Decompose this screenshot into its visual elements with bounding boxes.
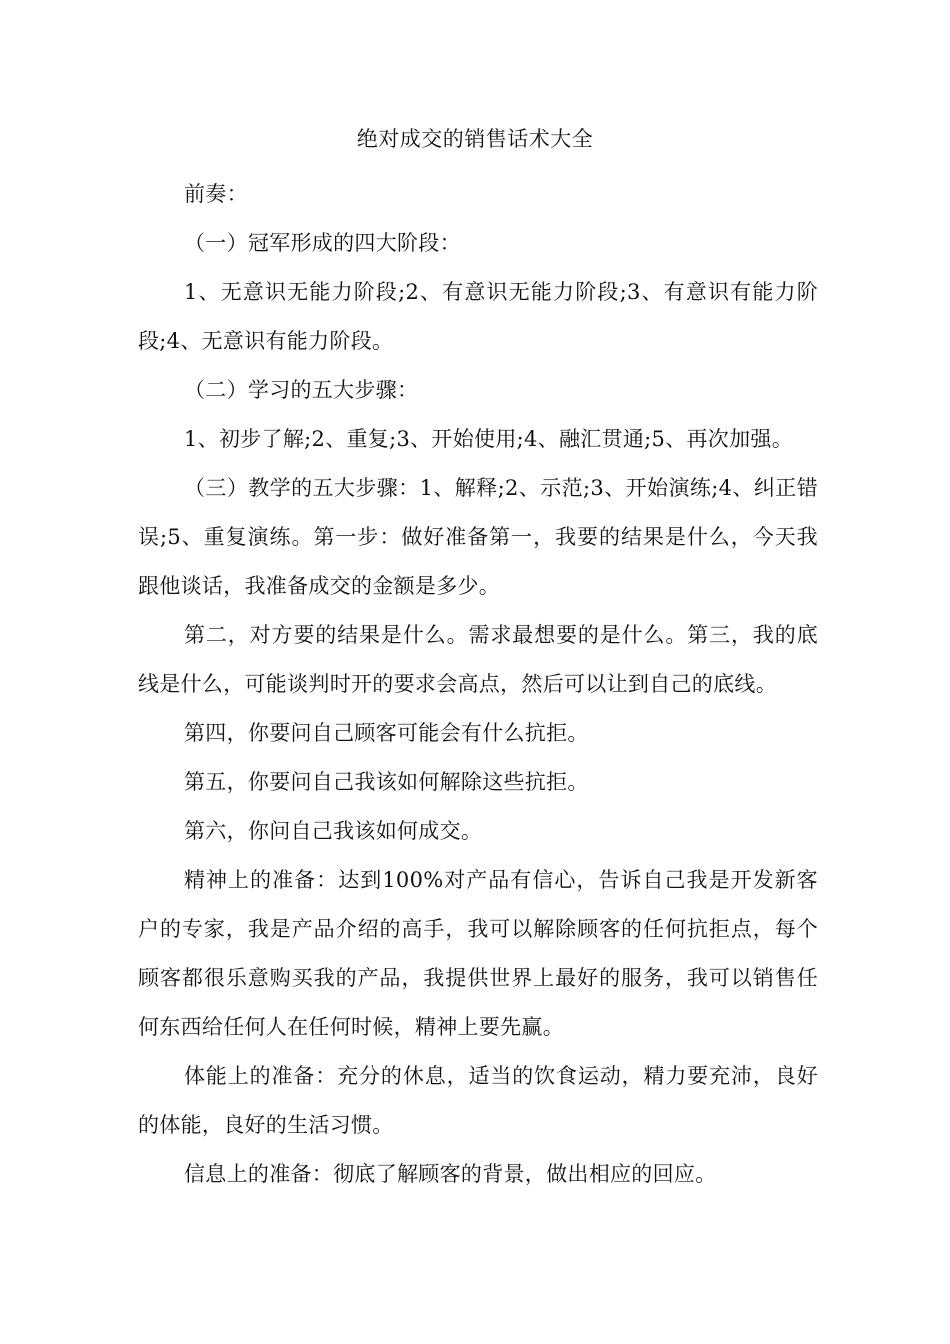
- paragraph-fifth: 第五，你要问自己我该如何解除这些抗拒。: [184, 770, 589, 794]
- paragraph-learning-steps: 1、初步了解;2、重复;3、开始使用;4、融汇贯通;5、再次加强。: [184, 427, 794, 451]
- document-title: 绝对成交的销售话术大全: [356, 127, 594, 151]
- paragraph-mental-preparation: 精神上的准备：达到100%对产品有信心，告诉自己我是开发新客户的专家，我是产品介绍的高手，我可以解除顾客的任何抗拒点，每个顾客都很乐意购买我的产品，我提供世界上最好的服务，我可以销售任何东西给任何人在任何时候，精神上要先赢。: [138, 868, 818, 1039]
- paragraph-second-third: 第二，对方要的结果是什么。需求最想要的是什么。第三，我的底线是什么，可能谈判时开的要求会高点，然后可以让到自己的底线。: [138, 623, 818, 696]
- paragraph-sixth: 第六，你问自己我该如何成交。: [184, 819, 483, 843]
- paragraph-fourth: 第四，你要问自己顾客可能会有什么抗拒。: [184, 721, 589, 745]
- paragraph-section-two-heading: （二）学习的五大步骤：: [184, 378, 419, 402]
- paragraph-champion-stages: 1、无意识无能力阶段;2、有意识无能力阶段;3、有意识有能力阶段;4、无意识有能力阶段。: [138, 280, 818, 353]
- paragraph-information-preparation: 信息上的准备：彻底了解顾客的背景，做出相应的回应。: [184, 1162, 717, 1186]
- paragraph-prelude: 前奏：: [184, 182, 248, 206]
- paragraph-section-one-heading: （一）冠军形成的四大阶段：: [184, 231, 461, 255]
- paragraph-teaching-steps: （三）教学的五大步骤：1、解释;2、示范;3、开始演练;4、纠正错误;5、重复演练。第一步：做好准备第一，我要的结果是什么，今天我跟他谈话，我准备成交的金额是多少。: [138, 476, 818, 598]
- document-body: [138, 170, 818, 1199]
- paragraph-physical-preparation: 体能上的准备：充分的休息，适当的饮食运动，精力要充沛，良好的体能，良好的生活习惯。: [138, 1064, 818, 1137]
